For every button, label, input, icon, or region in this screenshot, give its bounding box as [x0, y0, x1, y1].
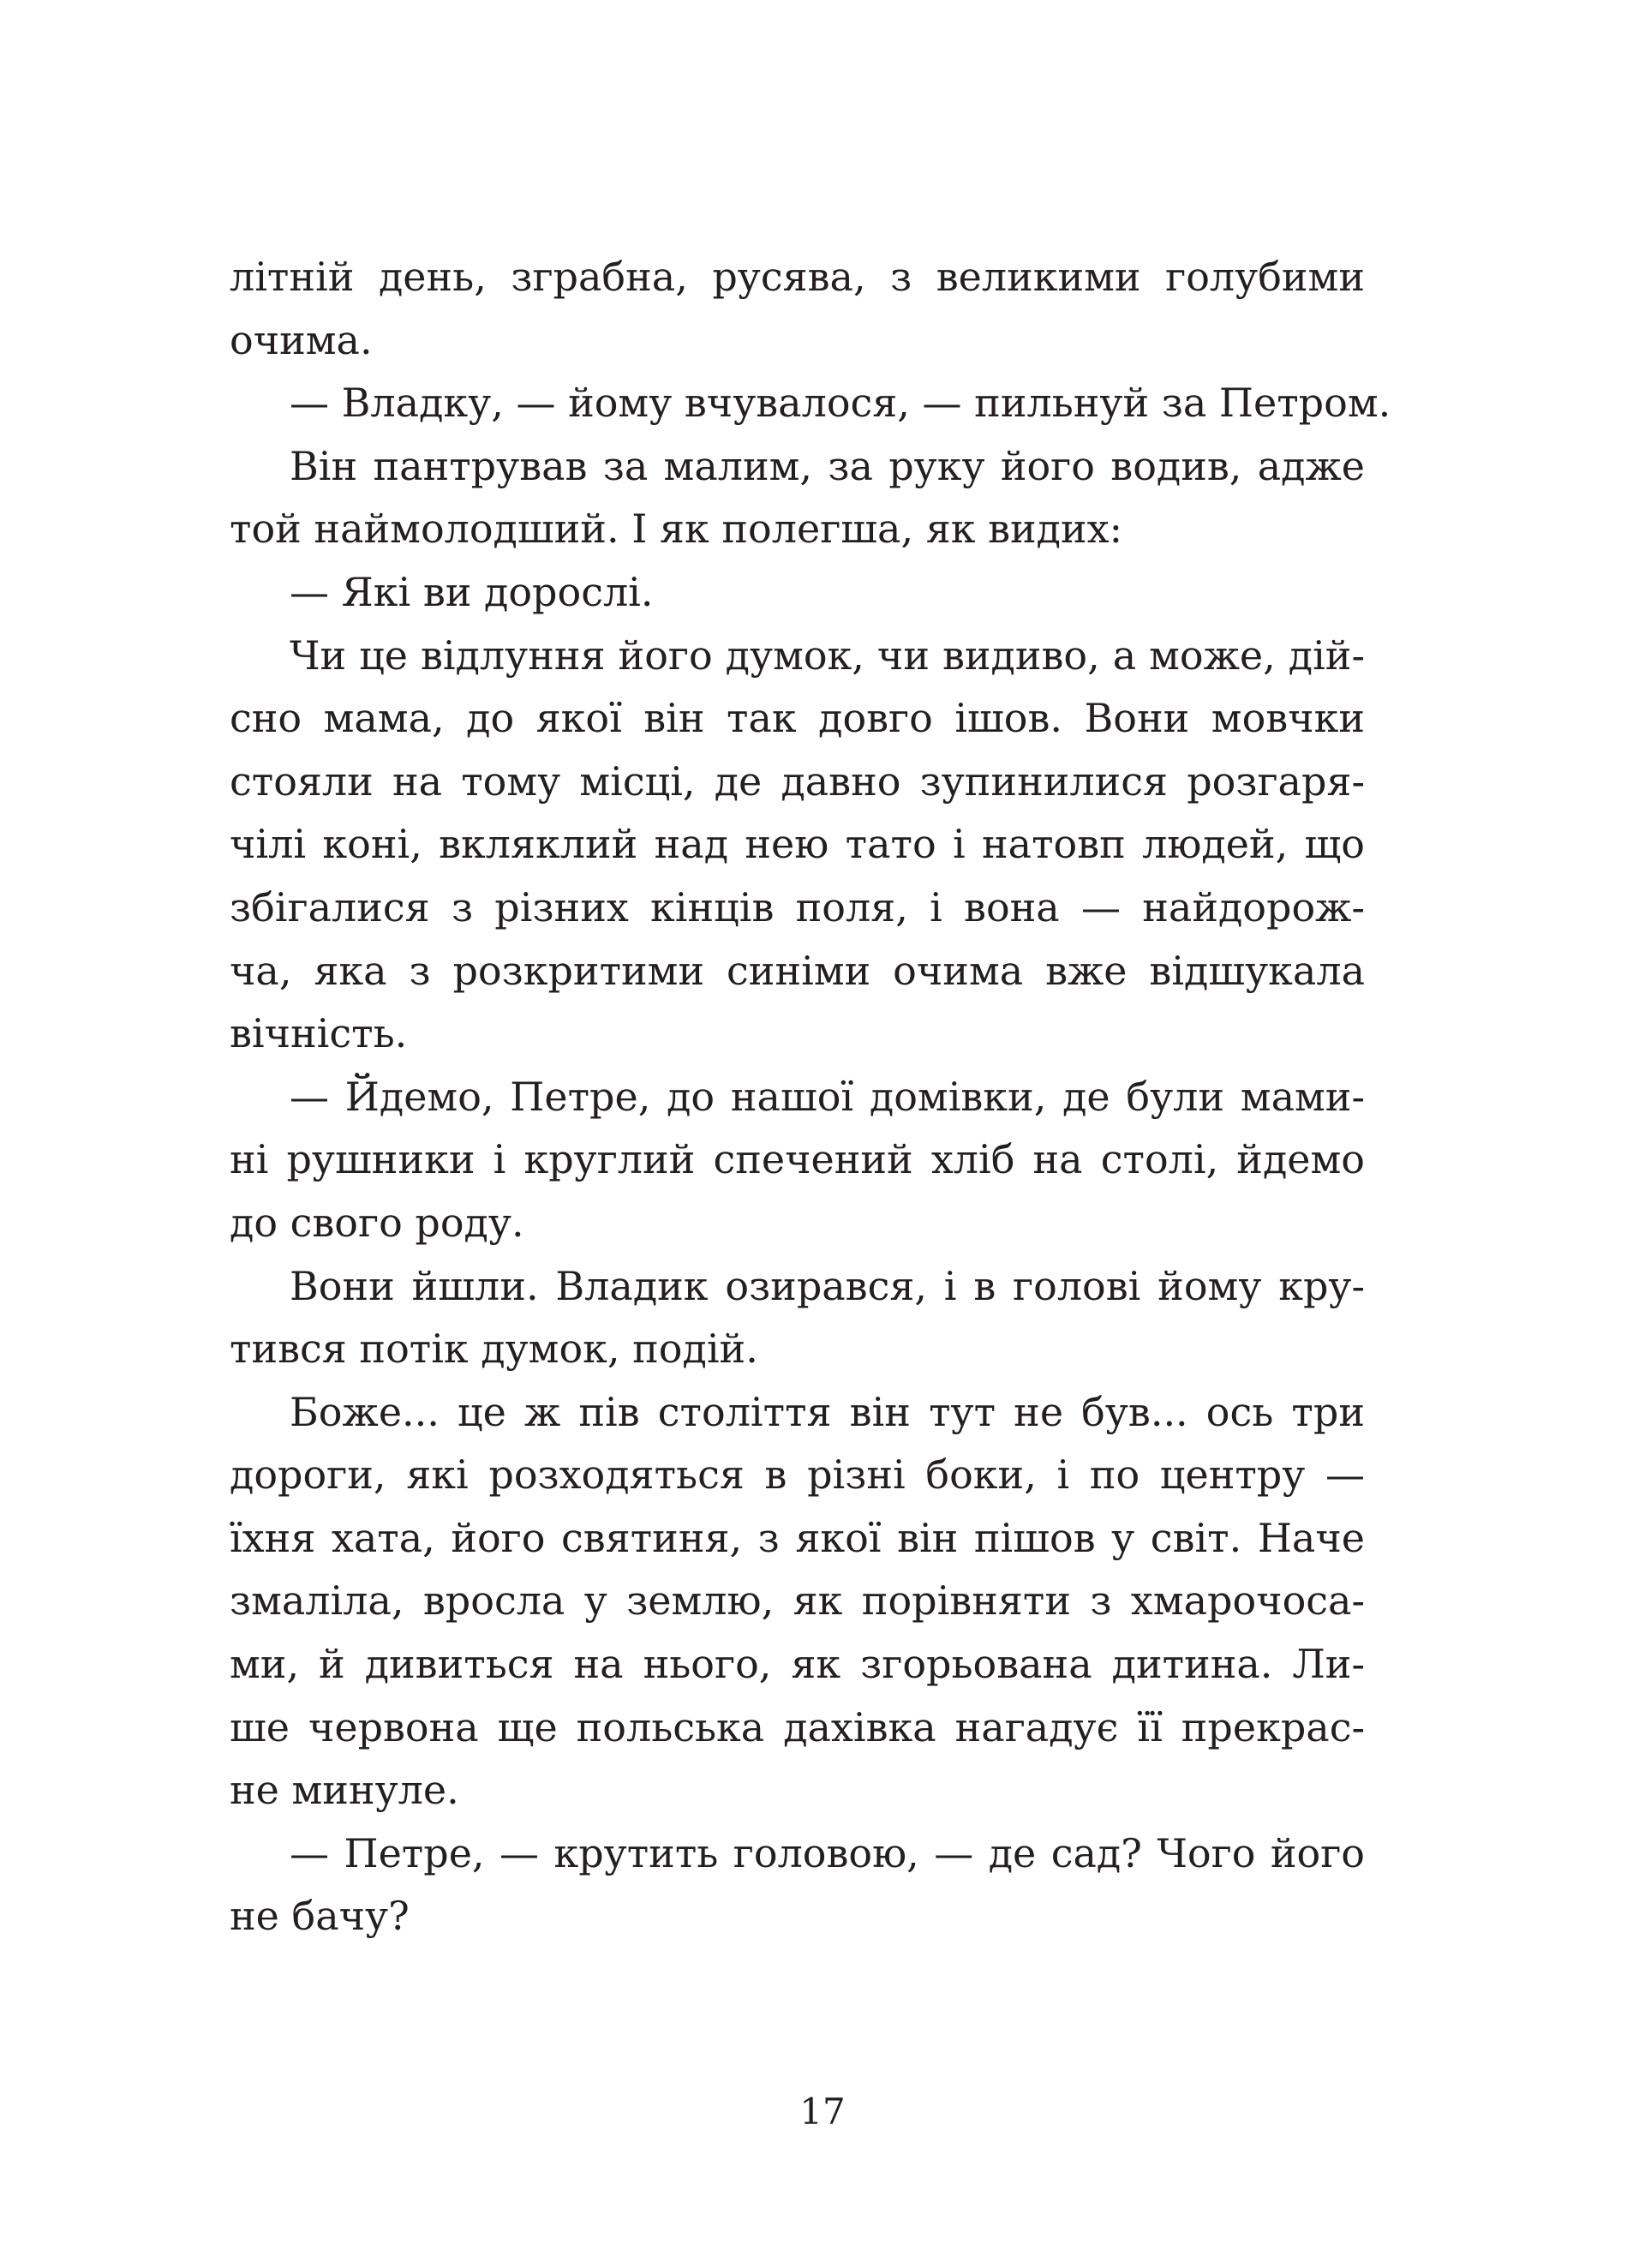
text-line: стояли на тому місці, де давно зупинилися розгаря- — [230, 757, 1365, 805]
paragraph — [230, 372, 1391, 435]
page-number: 17 — [799, 2091, 846, 2133]
text-line: дороги, які розходяться в різні боки, і по центру — — [230, 1451, 1365, 1499]
text-line: змаліла, вросла у землю, як порівняти з хмарочоса- — [230, 1577, 1365, 1625]
text-line: до свого роду. — [230, 1199, 524, 1246]
paragraph — [230, 435, 1365, 561]
text-line: ми, й дивиться на нього, як згорьована дитина. Ли- — [230, 1641, 1365, 1688]
text-line: Боже... це ж пів століття він тут не був... ось три — [290, 1388, 1365, 1435]
text-line: сно мама, до якої він так довго ішов. Вони мовчки — [230, 695, 1365, 742]
text-line: ча, яка з розкритими синіми очима вже відшукала — [230, 947, 1365, 994]
paragraph — [230, 625, 1365, 1066]
text-line: не минуле. — [230, 1767, 459, 1814]
text-line: літній день, зграбна, русява, з великими голубими — [230, 254, 1365, 300]
text-line: — Петре, — крутить головою, — де сад? Чого його — [290, 1829, 1365, 1876]
paragraph — [230, 1066, 1365, 1255]
paragraph — [230, 246, 1365, 372]
text-line: Вони йшли. Владик озирався, і в голові йому кру- — [290, 1262, 1365, 1309]
text-line: — Які ви дорослі. — [290, 568, 654, 615]
text-line: не бачу? — [230, 1893, 410, 1940]
text-line: ше червона ще польська дахівка нагадує її прекрас- — [230, 1703, 1365, 1750]
text-line: тився потік думок, подій. — [230, 1325, 758, 1373]
paragraph — [230, 1255, 1365, 1381]
text-line: очима. — [230, 316, 373, 363]
text-line: Чи це відлуння його думок, чи видиво, а може, дій- — [290, 631, 1365, 679]
text-line: — Йдемо, Петре, до нашої домівки, де були мами- — [290, 1073, 1365, 1120]
paragraph — [230, 1381, 1365, 1822]
text-line: чілі коні, вкляклий над нею тато і натовп людей, що — [230, 821, 1365, 868]
text-line: ні рушники і круглий спечений хліб на столі, йдемо — [230, 1136, 1365, 1183]
text-line: вічність. — [230, 1010, 408, 1057]
text-line: їхня хата, його святиня, з якої він пішов у світ. Наче — [230, 1514, 1365, 1561]
text-line: той наймолодший. І як полегша, як видих: — [230, 506, 1123, 553]
text-line: Він пантрував за малим, за руку його водив, адже — [290, 442, 1365, 489]
body-text — [230, 246, 1391, 1948]
paragraph — [230, 1822, 1365, 1948]
paragraph — [230, 561, 1365, 625]
text-line: збігалися з різних кінців поля, і вона — найдорож- — [230, 883, 1365, 931]
text-line: — Владку, — йому вчувалося, — пильнуй за Петром. — [290, 380, 1391, 427]
